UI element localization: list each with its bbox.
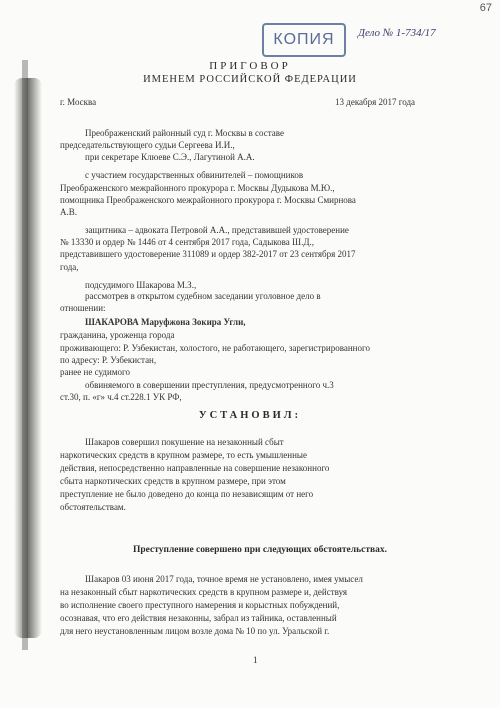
- body-line: № 13330 и ордер № 1446 от 4 сентября 2017 года, Садыкова Ш.Д.,: [60, 237, 315, 247]
- body-line: проживающего: Р. Узбекистан, холостого, не работающего, зарегистрированного: [60, 343, 370, 353]
- story-line: во исполнение своего преступного намерения и корыстных побуждений,: [60, 600, 340, 610]
- finding-line: преступление не было доведено до конца по независящим от него: [60, 489, 314, 499]
- body-line: А.В.: [60, 207, 78, 217]
- body-line: представившего удостоверение 311089 и ордер 382-2017 от 23 сентября 2017: [60, 249, 356, 259]
- binding-edge: [22, 60, 28, 650]
- document-subtitle: ИМЕНЕМ РОССИЙСКОЙ ФЕДЕРАЦИИ: [143, 74, 357, 85]
- section-heading: УСТАНОВИЛ:: [198, 410, 302, 421]
- body-line: гражданина, уроженца города: [60, 330, 175, 340]
- finding-line: действия, непосредственно направленные на совершение незаконного: [60, 463, 330, 473]
- date: 13 декабря 2017 года: [335, 97, 416, 107]
- body-line: с участием государственных обвинителей – помощников: [85, 170, 304, 180]
- case-number: Дело № 1-734/17: [358, 27, 436, 39]
- circumstances-heading: Преступление совершено при следующих обстоятельствах.: [132, 545, 388, 555]
- story-line: Шакаров 03 июня 2017 года, точное время не установлено, имея умысел: [85, 574, 363, 584]
- defendant-name: ШАКАРОВА Маруфжона Зокира Угли,: [85, 317, 246, 327]
- body-line: Преображенского межрайонного прокурора г. Москвы Дудыкова М.Ю.,: [60, 183, 335, 193]
- body-line: помощника Преображенского межрайонного прокурора г. Москвы Смирнова: [60, 195, 356, 205]
- body-line: ст.30, п. «г» ч.4 ст.228.1 УК РФ,: [60, 392, 182, 402]
- finding-line: наркотических средств в крупном размере, то есть умышленные: [60, 450, 307, 460]
- body-line: защитника – адвоката Петровой А.А., представившей удостоверение: [85, 225, 349, 235]
- finding-line: Шакаров совершил покушение на незаконный сбыт: [85, 437, 284, 447]
- city: г. Москва: [60, 97, 97, 107]
- body-line: председательствующего судьи Сергеева И.И.,: [60, 140, 235, 150]
- body-line: подсудимого Шакарова М.З.,: [85, 280, 197, 290]
- body-line: обвиняемого в совершении преступления, предусмотренного ч.3: [85, 380, 334, 390]
- body-line: рассмотрев в открытом судебном заседании уголовное дело в: [85, 291, 321, 301]
- body-line: года,: [60, 262, 79, 272]
- copy-stamp: КОПИЯ: [262, 23, 346, 57]
- story-line: осознавая, что его действия незаконны, забрал из тайника, оставленный: [60, 613, 337, 623]
- story-line: для него неустановленным лицом возле дома № 10 по ул. Уральской г.: [60, 626, 330, 636]
- finding-line: обстоятельствам.: [60, 502, 126, 512]
- finding-line: сбыта наркотических средств в крупном размере, при этом: [60, 476, 286, 486]
- body-line: отношении:: [60, 303, 106, 313]
- sheet-number: 67: [479, 2, 492, 14]
- body-line: ранее не судимого: [60, 367, 130, 377]
- body-line: Преображенский районный суд г. Москвы в составе: [85, 128, 284, 138]
- page-number: 1: [253, 655, 258, 665]
- story-line: на незаконный сбыт наркотических средств в крупном размере и, действуя: [60, 587, 348, 597]
- body-line: при секретаре Клюеве С.Э., Лагутиной А.А.: [85, 152, 255, 162]
- body-line: по адресу: Р. Узбекистан,: [60, 355, 157, 365]
- document-title: ПРИГОВОР: [209, 60, 291, 72]
